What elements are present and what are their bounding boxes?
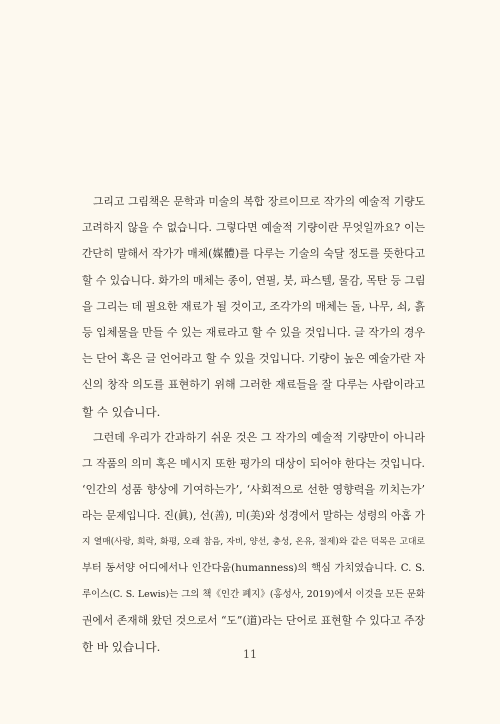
body-text: [82, 189, 425, 660]
text-line: 그런데 우리가 간과하기 쉬운 것은 그 작가의 예술적 기량만이 아니라: [93, 430, 425, 444]
page-number: 11: [243, 648, 257, 661]
text-line: 권에서 존재해 왔던 것으로서 “도”(道)라는 단어로 표현할 수 있다고 주장: [82, 614, 425, 627]
text-line: 는 단어 혹은 글 언어라고 할 수 있을 것입니다. 기량이 높은 예술가란 자: [82, 352, 425, 366]
text-line: 지 열매(사랑, 희락, 화평, 오래 참음, 자비, 양선, 충성, 온유, 절제)와 같은 덕목은 고대로: [82, 537, 425, 548]
paragraph-1: [82, 189, 425, 425]
text-line: 라는 문제입니다. 진(眞), 선(善), 미(美)와 성경에서 말하는 성령의 아홉 가: [82, 510, 425, 523]
text-line: 그 작품의 의미 혹은 메시지 또한 평가의 대상이 되어야 한다는 것입니다.: [82, 456, 425, 470]
text-line: 을 그리는 데 필요한 재료가 될 것이고, 조각가의 매체는 돌, 나무, 쇠, 흙: [82, 299, 425, 313]
text-line: ‘인간의 성품 향상에 기여하는가’, ‘사회적으로 선한 영향력을 끼치는가’: [82, 483, 425, 497]
text-line: 간단히 말해서 작가가 매체(媒體)를 다루는 기술의 숙달 정도를 뜻한다고: [82, 247, 425, 261]
text-line: 루이스(C. S. Lewis)는 그의 책《인간 폐지》(홍성사, 2019)에서 이것을 모든 문화: [82, 588, 425, 600]
text-line: 등 입체물을 만들 수 있는 재료라고 할 수 있을 것입니다. 글 작가의 경우: [82, 325, 425, 339]
text-line: 한 바 있습니다.: [82, 640, 161, 655]
text-line: 그리고 그림책은 문학과 미술의 복합 장르이므로 작가의 예술적 기량도: [93, 195, 425, 208]
text-line: 부터 동서양 어디에서나 인간다움(humanness)의 핵심 가치였습니다. C. S.: [82, 562, 425, 574]
text-line: 할 수 있습니다.: [82, 404, 161, 419]
text-line: 고려하지 않을 수 없습니다. 그렇다면 예술적 기량이란 무엇일까요? 이는: [82, 221, 425, 235]
paragraph-2: [82, 425, 425, 661]
text-line: 신의 창작 의도를 표현하기 위해 그러한 재료들을 잘 다루는 사람이라고: [82, 378, 425, 392]
text-line: 할 수 있습니다. 화가의 매체는 종이, 연필, 붓, 파스텔, 물감, 목탄 등 그림: [82, 273, 426, 287]
